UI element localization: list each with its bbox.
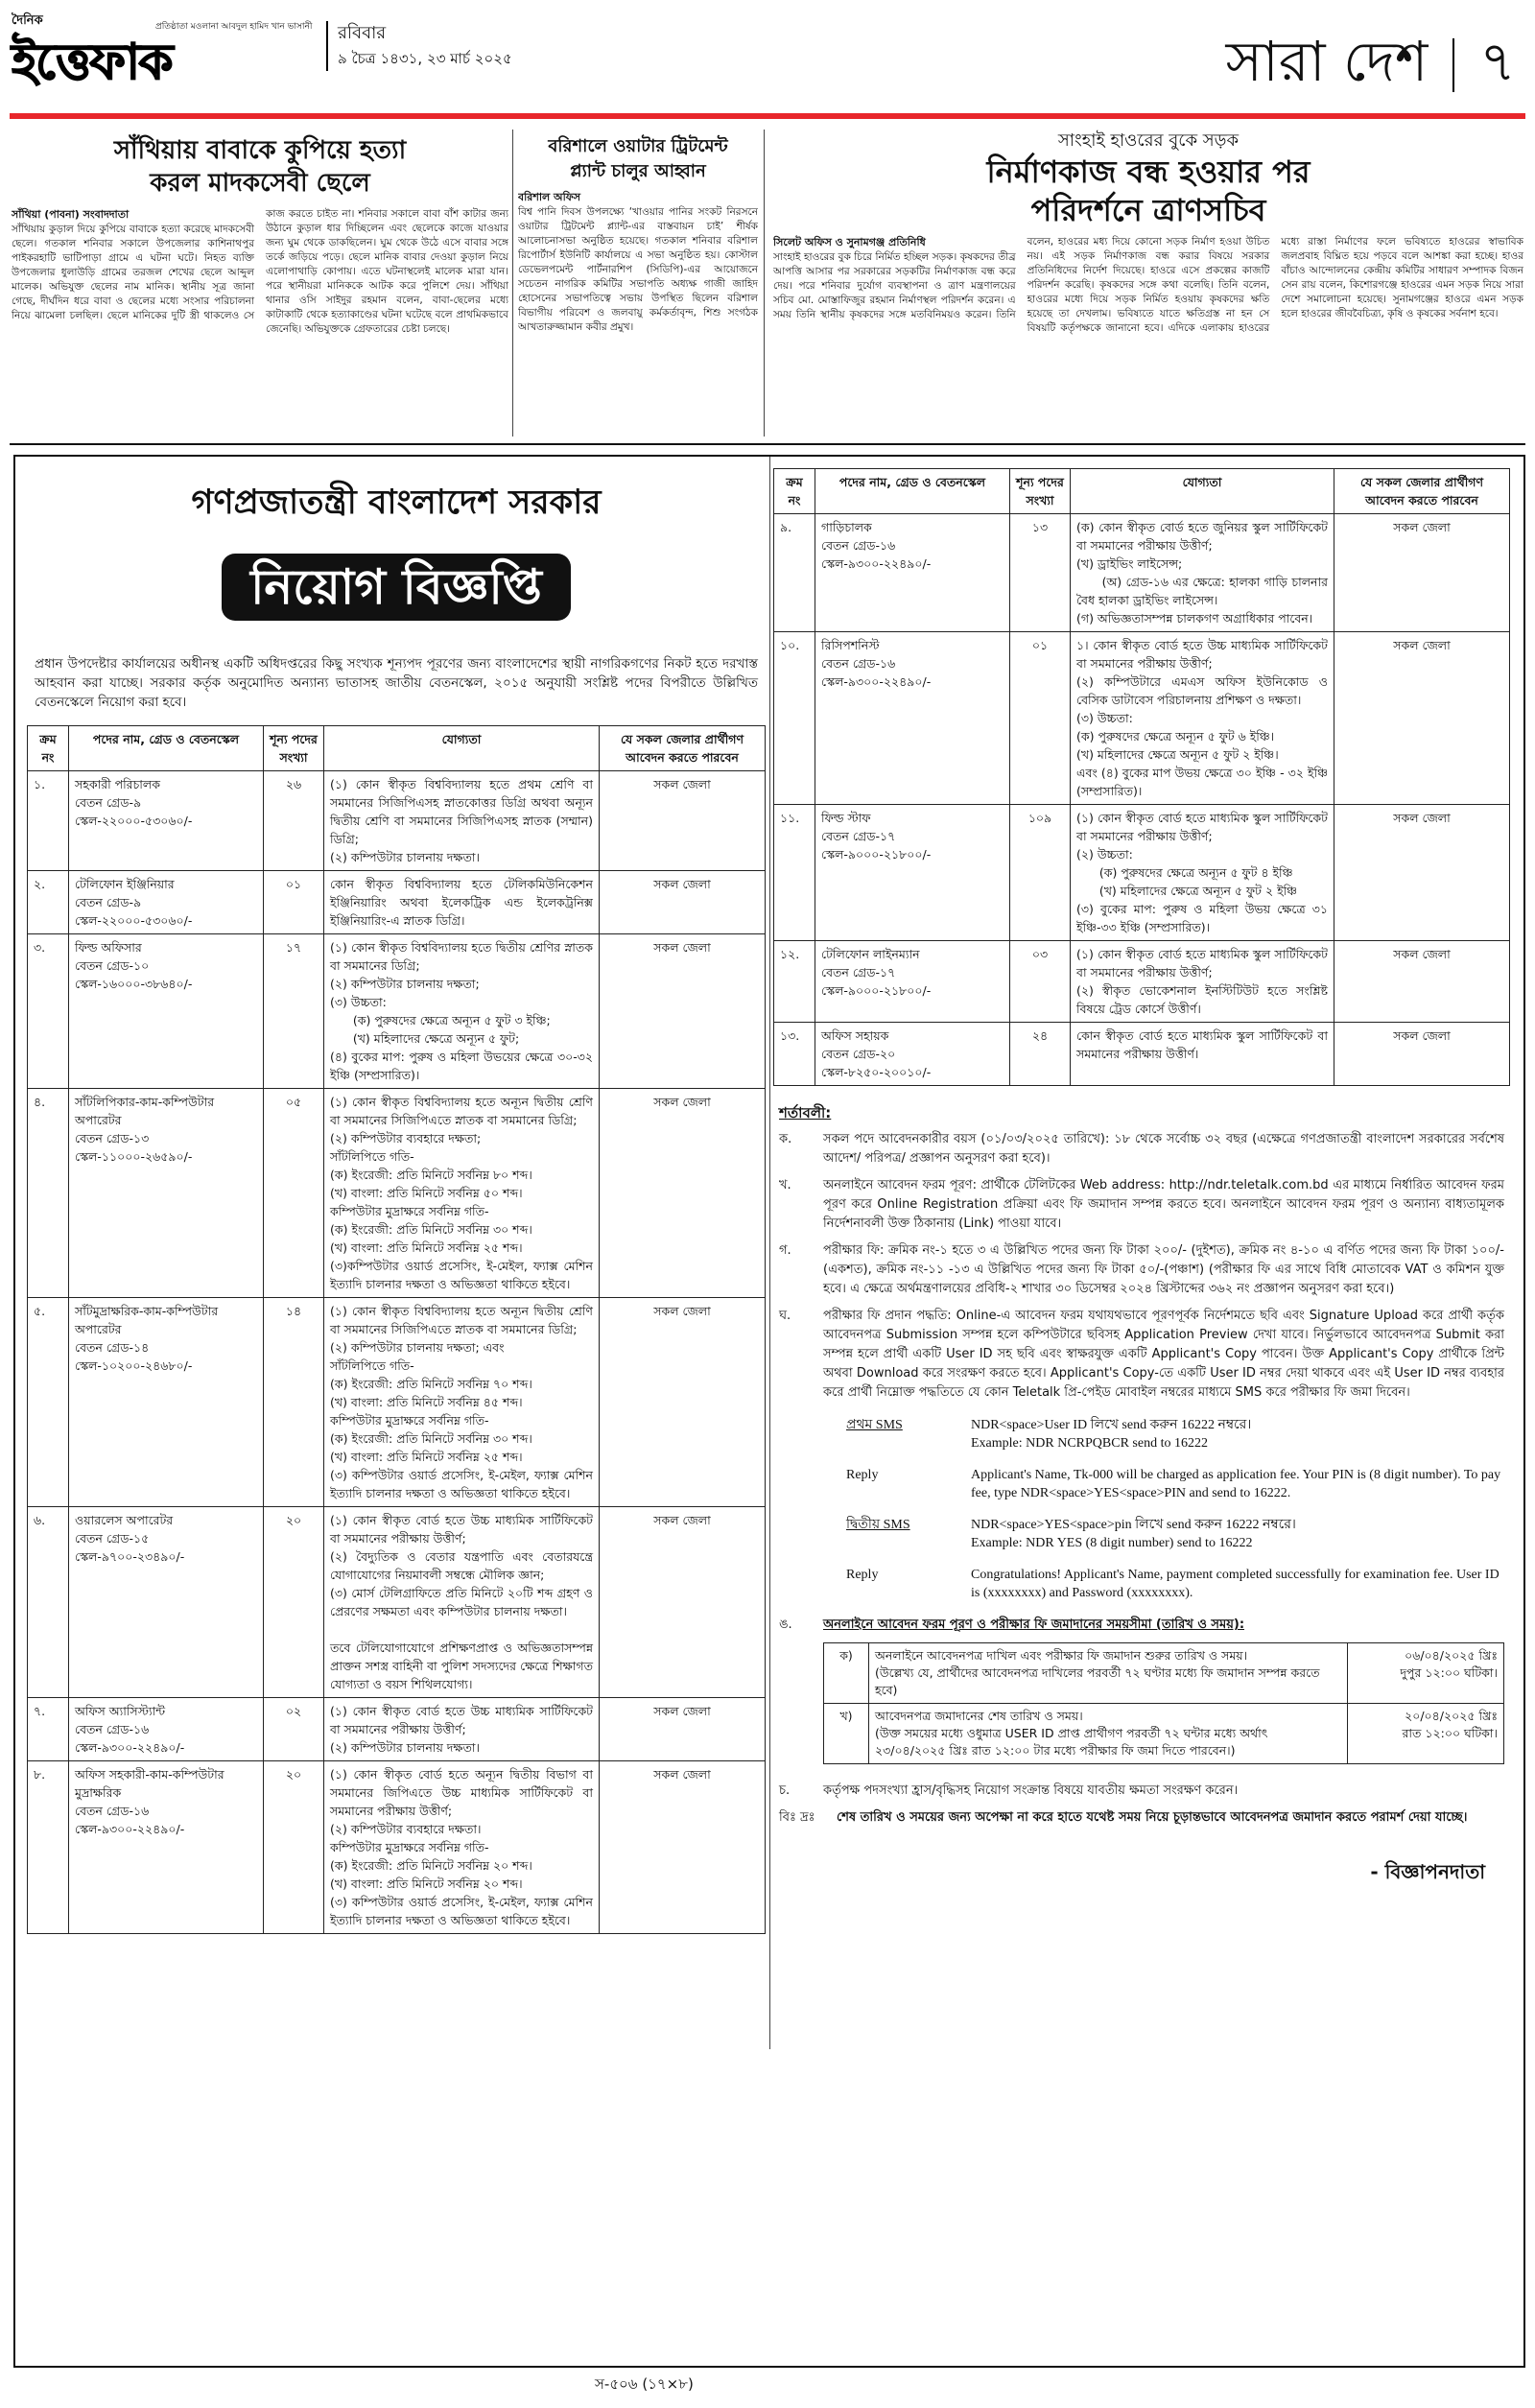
post-grade: বেতন গ্রেড-৯ bbox=[75, 895, 142, 909]
post-serial: ৯. bbox=[774, 514, 815, 632]
post-scale: স্কেল-১০২০০-২৪৬৮০/- bbox=[75, 1358, 193, 1373]
post-name: অফিস সহকারী-কাম-কম্পিউটার মুদ্রাক্ষরিক bbox=[75, 1767, 224, 1800]
post-districts: সকল জেলা bbox=[600, 1298, 766, 1507]
post-qualification: (১) কোন স্বীকৃত বোর্ড হতে মাধ্যমিক স্কুল সার্টিফিকেট বা সমমানের পরীক্ষায় উত্তীর্ণ; (২) উচ্চতা: (ক) পুরুষদের ক্ষেত্রে অন্যূন ৫ ফুট ৪ ইঞ্চি (খ) মহিলাদের ক্ষেত্রে অন্যূন ৫ ফুট ২ ইঞ্চি (৩) বুকের মাপ: পুরুষ ও মহিলা উভয় ক্ষেত্রে ৩১ ইঞ্চি-৩৩ ইঞ্চি (সম্প্রসারিত)। bbox=[1071, 805, 1334, 941]
post-name-cell bbox=[815, 1023, 1010, 1086]
post-scale: স্কেল-১৬০০০-৩৮৬৪০/- bbox=[75, 977, 193, 991]
post-name-cell bbox=[69, 771, 264, 871]
masthead bbox=[0, 0, 1535, 115]
post-scale: স্কেল-২২০০০-৫৩০৬০/- bbox=[75, 913, 193, 928]
deadline-key: খ) bbox=[824, 1704, 869, 1764]
condition-key: খ. bbox=[779, 1178, 791, 1192]
post-vacancies: ১০৯ bbox=[1010, 805, 1071, 941]
condition-item bbox=[779, 1176, 1504, 1234]
post-grade: বেতন গ্রেড-২০ bbox=[821, 1047, 896, 1061]
table-row bbox=[28, 1698, 766, 1761]
story-2-headline-line1: বরিশালে ওয়াটার ট্রিটমেন্ট bbox=[548, 136, 728, 156]
post-name: গাড়িচালক bbox=[821, 520, 872, 534]
condition-text: অনলাইনে আবেদন ফরম পূরণ: প্রার্থীকে টেলিটকের Web address: http://ndr.teletalk.com.bd এর মাধ্যমে নির্ধারিত আবেদন ফরম পূরণ করে Online Registration প্রক্রিয়া এবং ফি জমাদান সম্পন্ন করতে হবে। অনলাইনে আবেদন ফরম পূরণ ও অন্যান্য বাধ্যতামূলক নির্দেশনাবলী উক্ত ঠিকানায় (Link) পাওয়া যাবে। bbox=[823, 1178, 1504, 1231]
post-name: টেলিফোন লাইনম্যান bbox=[821, 947, 920, 961]
post-vacancies: ০২ bbox=[264, 1698, 324, 1761]
post-name: রিসিপশনিস্ট bbox=[821, 638, 880, 652]
post-districts: সকল জেলা bbox=[600, 871, 766, 934]
col-districts: যে সকল জেলার প্রার্থীগণ আবেদন করতে পারবেন bbox=[1334, 469, 1510, 514]
post-districts: সকল জেলা bbox=[1334, 941, 1510, 1023]
post-scale: স্কেল-৯৩০০-২২৪৯০/- bbox=[821, 674, 932, 689]
post-vacancies: ০৫ bbox=[264, 1089, 324, 1298]
post-grade: বেতন গ্রেড-৯ bbox=[75, 795, 142, 810]
post-scale: স্কেল-১১০০০-২৬৫৯০/- bbox=[75, 1149, 193, 1164]
post-serial: ১২. bbox=[774, 941, 815, 1023]
sms-label: প্রথম SMS bbox=[846, 1418, 903, 1432]
story-2-headline-line2: প্ল্যান্ট চালুর আহ্বান bbox=[570, 161, 706, 181]
post-name: ফিল্ড স্টাফ bbox=[821, 811, 871, 825]
condition-text: পরীক্ষার ফি প্রদান পদ্ধতি: Online-এ আবেদন ফরম যথাযথভাবে পূরণপূর্বক নির্দেশমতে ছবি এবং Signature Upload করে প্রার্থী কর্তৃক আবেদনপত্র Submission সম্পন্ন হলে কম্পিউটারে ছবিসহ Application Preview দেখা যাবে। নির্ভুলভাবে আবেদনপত্র Submit করা সম্পন্ন হলে প্রার্থী একটি User ID সহ ছবি এবং স্বাক্ষরযুক্ত একটি Applicant's Copy পাবেন। উক্ত Applicant's Copy প্রার্থীকে প্রিন্ট অথবা Download করে সংরক্ষণ করতে হবে। Applicant's Copy-তে একটি User ID নম্বর দেয়া থাকবে এবং এই User ID নম্বর ব্যবহার করে প্রার্থী নিম্নোক্ত পদ্ধতিতে যে কোন Teletalk প্রি-পেইড মোবাইল নম্বরের মাধ্যমে SMS করে পরীক্ষার ফি জমা দিবেন। bbox=[823, 1309, 1504, 1400]
post-districts: সকল জেলা bbox=[600, 1761, 766, 1934]
story-3-body bbox=[773, 235, 1523, 427]
post-scale: স্কেল-৯৩০০-২২৪৯০/- bbox=[75, 1822, 185, 1836]
post-qualification: (১) কোন স্বীকৃত বিশ্ববিদ্যালয় হতে অন্যূন দ্বিতীয় শ্রেণি বা সমমানের সিজিপিএতে স্নাতক বা সমমানের ডিগ্রি; (২) কম্পিউটার ব্যবহারে দক্ষতা; সাঁটলিপিতে গতি- (ক) ইংরেজী: প্রতি মিনিটে সর্বনিম্ন ৮০ শব্দ। (খ) বাংলা: প্রতি মিনিটে সর্বনিম্ন ৫০ শব্দ। কম্পিউটার মুদ্রাক্ষরে সর্বনিম্ন গতি- (ক) ইংরেজী: প্রতি মিনিটে সর্বনিম্ন ৩০ শব্দ। (খ) বাংলা: প্রতি মিনিটে সর্বনিম্ন ২৫ শব্দ। (৩)কম্পিউটার ওয়ার্ড প্রসেসিং, ই-মেইল, ফ্যাক্স মেশিন ইত্যাদি চালনার দক্ষতা ও অভিজ্ঞতা থাকিতে হইবে। bbox=[324, 1089, 600, 1298]
logo-tagline: প্রতিষ্ঠাতা মওলানা আবদুল হামিদ খান ভাসানী bbox=[155, 22, 313, 32]
post-vacancies: ১৭ bbox=[264, 934, 324, 1089]
story-3-dateline: সিলেট অফিস ও সুনামগঞ্জ প্রতিনিধি bbox=[773, 236, 926, 248]
story-1-dateline: সাঁথিয়া (পাবনা) সংবাদদাতা bbox=[12, 208, 130, 221]
post-qualification: (১) কোন স্বীকৃত বোর্ড হতে অন্যূন দ্বিতীয় বিভাগ বা সমমানের জিপিএতে উচ্চ মাধ্যমিক সার্টিফিকেট বা সমমানের পরীক্ষায় উত্তীর্ণ; (২) কম্পিউটার ব্যবহারে দক্ষতা। কম্পিউটার মুদ্রাক্ষরে সর্বনিম্ন গতি- (ক) ইংরেজী: প্রতি মিনিটে সর্বনিম্ন ২০ শব্দ। (খ) বাংলা: প্রতি মিনিটে সর্বনিম্ন ২০ শব্দ। (৩) কম্পিউটার ওয়ার্ড প্রসেসিং, ই-মেইল, ফ্যাক্স মেশিন ইত্যাদি চালনার দক্ষতা ও অভিজ্ঞতা থাকিতে হইবে। bbox=[324, 1761, 600, 1934]
col-districts: যে সকল জেলার প্রার্থীগণ আবেদন করতে পারবেন bbox=[600, 726, 766, 771]
col-post-name: পদের নাম, গ্রেড ও বেতনস্কেল bbox=[815, 469, 1010, 514]
logo-small-text: দৈনিক bbox=[12, 13, 43, 28]
post-serial: ১১. bbox=[774, 805, 815, 941]
deadline-key: ঙ. bbox=[779, 1617, 792, 1632]
newspaper-logo bbox=[12, 13, 319, 91]
page-number: ৭ bbox=[1479, 29, 1516, 94]
col-post-name: পদের নাম, গ্রেড ও বেতনস্কেল bbox=[69, 726, 264, 771]
post-name: সাঁটলিপিকার-কাম-কম্পিউটার অপারেটর bbox=[75, 1095, 215, 1127]
post-serial: ৭. bbox=[28, 1698, 69, 1761]
section-name: সারা দেশ bbox=[1225, 29, 1429, 94]
conditions-section bbox=[773, 1103, 1510, 1881]
table-header-row bbox=[28, 726, 766, 771]
story-1-headline-line1: সাঁথিয়ায় বাবাকে কুপিয়ে হত্যা bbox=[113, 136, 407, 165]
post-districts: সকল জেলা bbox=[600, 1507, 766, 1698]
deadline-table-body bbox=[824, 1643, 1504, 1764]
table-row bbox=[28, 1507, 766, 1698]
post-grade: বেতন গ্রেড-১৭ bbox=[821, 829, 896, 843]
post-scale: স্কেল-৯৩০০-২২৪৯০/- bbox=[75, 1740, 185, 1755]
sms-text: Applicant's Name, Tk-000 will be charged as application fee. Your PIN is (8 digit number). To pay fee, type NDR<space>YES<space>PIN and send to 16222. bbox=[971, 1468, 1504, 1500]
post-vacancies: ০৩ bbox=[1010, 941, 1071, 1023]
ad-reference: স-৫০৬ (১৭×৮) bbox=[595, 2375, 694, 2393]
post-serial: ৫. bbox=[28, 1298, 69, 1507]
deadline-key: ক) bbox=[824, 1643, 869, 1704]
table-row bbox=[28, 871, 766, 934]
post-qualification: (১) কোন স্বীকৃত বোর্ড হতে মাধ্যমিক স্কুল সার্টিফিকেট বা সমমানের পরীক্ষায় উত্তীর্ণ; (২) স্বীকৃত ভোকেশনাল ইনস্টিটিউট হতে সংশ্লিষ্ট বিষয়ে ট্রেড কোর্সে উত্তীর্ণ। bbox=[1071, 941, 1334, 1023]
post-grade: বেতন গ্রেড-১৬ bbox=[821, 538, 896, 553]
post-scale: স্কেল-৯৭০০-২৩৪৯০/- bbox=[75, 1549, 185, 1564]
logo-name: ইত্তেফাক bbox=[12, 34, 172, 91]
deadline-when: ২০/০৪/২০২৫ খ্রিঃ রাত ১২:০০ ঘটিকা। bbox=[1348, 1704, 1504, 1764]
post-name: অফিস সহায়ক bbox=[821, 1028, 889, 1043]
table-row bbox=[774, 632, 1510, 805]
red-rule bbox=[10, 113, 1525, 119]
post-districts: সকল জেলা bbox=[600, 1089, 766, 1298]
post-qualification: ১। কোন স্বীকৃত বোর্ড হতে উচ্চ মাধ্যমিক সার্টিফিকেট বা সমমানের পরীক্ষায় উত্তীর্ণ; (২) কম্পিউটারে এমএস অফিস ইউনিকোড ও বেসিক ডাটাবেস পরিচালনায় প্রশিক্ষণ ও দক্ষতা। (৩) উচ্চতা: (ক) পুরুষদের ক্ষেত্রে অন্যূন ৫ ফুট ৬ ইঞ্চি। (খ) মহিলাদের ক্ষেত্রে অন্যূন ৫ ফুট ২ ইঞ্চি। এবং (৪) বুকের মাপ উভয় ক্ষেত্রে ৩০ ইঞ্চি - ৩২ ইঞ্চি (সম্প্রসারিত)। bbox=[1071, 632, 1334, 805]
post-vacancies: ০১ bbox=[1010, 632, 1071, 805]
table-row bbox=[28, 1298, 766, 1507]
deadline-row bbox=[824, 1704, 1504, 1764]
post-grade: বেতন গ্রেড-১৩ bbox=[75, 1131, 150, 1145]
news-story-2 bbox=[518, 134, 758, 437]
post-name-cell bbox=[69, 1761, 264, 1934]
table-row bbox=[774, 514, 1510, 632]
ad-column-rule bbox=[769, 457, 770, 2049]
sms-item bbox=[779, 1416, 1504, 1452]
post-vacancies: ০১ bbox=[264, 871, 324, 934]
col-vacancies: শূন্য পদের সংখ্যা bbox=[1010, 469, 1071, 514]
post-districts: সকল জেলা bbox=[1334, 1023, 1510, 1086]
post-vacancies: ১৩ bbox=[1010, 514, 1071, 632]
ad-right-column bbox=[773, 468, 1510, 1881]
post-name-cell bbox=[69, 871, 264, 934]
deadline-title: অনলাইনে আবেদন ফরম পূরণ ও পরীক্ষার ফি জমাদানের সময়সীমা (তারিখ ও সময়): bbox=[823, 1617, 1245, 1632]
section-title bbox=[1226, 19, 1516, 112]
story-2-body bbox=[518, 190, 758, 420]
post-scale: স্কেল-৮২৫০-২০০১০/- bbox=[821, 1065, 932, 1079]
post-name: টেলিফোন ইঞ্জিনিয়ার bbox=[75, 877, 175, 891]
post-qualification: (১) কোন স্বীকৃত বোর্ড হতে উচ্চ মাধ্যমিক সার্টিফিকেট বা সমমানের পরীক্ষায় উত্তীর্ণ; (২) কম্পিউটার চালনায় দক্ষতা। bbox=[324, 1698, 600, 1761]
post-name: অফিস অ্যাসিস্ট্যান্ট bbox=[75, 1704, 166, 1718]
post-serial: ৮. bbox=[28, 1761, 69, 1934]
condition-text: সকল পদে আবেদনকারীর বয়স (০১/০৩/২০২৫ তারিখে): ১৮ থেকে সর্বোচ্চ ৩২ বছর (এক্ষেত্রে গণপ্রজাতন্ত্রী বাংলাদেশ সরকারের সর্বশেষ আদেশ/ পরিপত্র/ প্রজ্ঞাপন অনুসরণ করা হবে)। bbox=[823, 1132, 1504, 1166]
condition-item bbox=[779, 1307, 1504, 1403]
story-3-text: সাংহাই হাওরের বুক চিরে নির্মিত হচ্ছিল সড়ক। কৃষকদের তীব্র আপত্তি আসার পর সরকারের সড়কটির নির্মাণকাজ বন্ধ করে দেয়। পরে শনিবার দুর্যোগ ব্যবস্থাপনা ও ত্রাণ মন্ত্রণালয়ের সচিব মো. মোস্তাফিজুর রহমান নির্মাণস্থল পরিদর্শন করেন। এ সময় তিনি স্থানীয় কৃষকদের সঙ্গে মতবিনিময়ও করেন। তিনি বলেন, হাওরের মধ্য দিয়ে কোনো সড়ক নির্মাণ হওয়া উচিত নয়। এই সড়ক নির্মাণকাজ বন্ধ করার বিষয়ে সরকার প্রতিনিধিদের নির্দেশ দিয়েছে। হাওরে এসে প্রকল্পের কাজটি পরিদর্শন করেছি। কৃষকদের সঙ্গে কথা বলেছি। তিনি বলেন, হাওরের মধ্যে দিয়ে সড়ক নির্মিত হওয়ায় কৃষকদের ক্ষতি হয়েছে তা দেখলাম। ভবিষ্যতে যাতে ক্ষতিগ্রস্ত না হন সে বিষয়টি কর্তৃপক্ষকে জানানো হবে। এদিকে এলাকায় হাওরের মধ্যে রাস্তা নির্মাণের ফলে ভবিষ্যতে হাওরের স্বাভাবিক জলপ্রবাহ বিঘ্নিত হয়ে পড়বে বলে আশঙ্কা করা হচ্ছে। হাওর বাঁচাও আন্দোলনের কেন্দ্রীয় কমিটির সাধারণ সম্পাদক বিজন সেন রায় বলেন, কিশোরগঞ্জে হাওরের এমন সড়ক নিয়ে সারা দেশে সমালোচনা হয়েছে। সুনামগঞ্জের হাওরে এমন সড়ক হলে হাওরের জীববৈচিত্র্য, কৃষি ও কৃষকের সর্বনাশ হবে। bbox=[773, 236, 1523, 334]
news-story-3 bbox=[773, 130, 1523, 437]
post-serial: ১. bbox=[28, 771, 69, 871]
condition-key: ক. bbox=[779, 1132, 792, 1146]
posts-table-left bbox=[27, 725, 766, 1934]
posts-table-right bbox=[773, 468, 1510, 1086]
table-row bbox=[774, 805, 1510, 941]
condition-cha-key: চ. bbox=[779, 1783, 791, 1798]
column-rule bbox=[512, 130, 513, 437]
condition-key: গ. bbox=[779, 1243, 791, 1258]
post-scale: স্কেল-৯০০০-২১৮০০/- bbox=[821, 847, 932, 862]
deadline-table bbox=[823, 1642, 1504, 1764]
post-serial: ৪. bbox=[28, 1089, 69, 1298]
post-districts: সকল জেলা bbox=[1334, 632, 1510, 805]
post-qualification: (১) কোন স্বীকৃত বিশ্ববিদ্যালয় হতে দ্বিতীয় শ্রেণির স্নাতক বা সমমানের ডিগ্রি; (২) কম্পিউটার চালনায় দক্ষতা; (৩) উচ্চতা: (ক) পুরুষদের ক্ষেত্রে অন্যূন ৫ ফুট ৩ ইঞ্চি; (খ) মহিলাদের ক্ষেত্রে অন্যূন ৫ ফুট; (৪) বুকের মাপ: পুরুষ ও মহিলা উভয়ের ক্ষেত্রে ৩০-৩২ ইঞ্চি (সম্প্রসারিত)। bbox=[324, 934, 600, 1089]
post-name: ওয়ারলেস অপারেটর bbox=[75, 1513, 174, 1527]
story-1-body bbox=[12, 207, 508, 428]
post-grade: বেতন গ্রেড-১৫ bbox=[75, 1531, 150, 1546]
post-scale: স্কেল-৯০০০-২১৮০০/- bbox=[821, 983, 932, 998]
section-divider-line bbox=[10, 443, 1525, 445]
post-scale: স্কেল-৯৩০০-২২৪৯০/- bbox=[821, 556, 932, 571]
deadline-text: আবেদনপত্র জমাদানের শেষ তারিখ ও সময়। (উক্ত সময়ের মধ্যে ওধুমাত্র USER ID প্রাপ্ত প্রার্থীগণ পরবর্তী ৭২ ঘন্টার মধ্যে অর্থাৎ ২৩/০৪/২০২৫ খ্রিঃ রাত ১২:০০ টার মধ্যে পরীক্ষার ফি জমা দিতে পারবেন।) bbox=[869, 1704, 1348, 1764]
sms-text: NDR<space>User ID লিখে send করুন 16222 নম্বরে। Example: NDR NCRPQBCR send to 16222 bbox=[971, 1418, 1252, 1451]
table-row bbox=[774, 1023, 1510, 1086]
table-row bbox=[28, 934, 766, 1089]
post-grade: বেতন গ্রেড-১৬ bbox=[75, 1804, 150, 1818]
post-vacancies: ২০ bbox=[264, 1761, 324, 1934]
post-name: সহকারী পরিচালক bbox=[75, 777, 160, 791]
post-grade: বেতন গ্রেড-১৬ bbox=[75, 1722, 150, 1736]
post-name-cell bbox=[69, 1298, 264, 1507]
post-serial: ২. bbox=[28, 871, 69, 934]
notice-intro: প্রধান উপদেষ্টার কার্যালয়ের অধীনস্থ একটি অধিদপ্তরের কিছু সংখ্যক শূন্যপদ পূরণের জন্য বাংলাদেশের স্থায়ী নাগরিকগণের নিকট হতে দরখাস্ত আহবান করা যাচ্ছে। সরকার কর্তৃক অনুমোদিত অন্যান্য ভাতাসহ জাতীয় বেতনস্কেল, ২০১৫ অনুযায়ী সংশ্লিষ্ট পদের বিপরীতে উল্লিখিত বেতনস্কেলে নিয়োগ করা হবে। bbox=[35, 656, 758, 710]
table-row bbox=[28, 1089, 766, 1298]
table-header-row bbox=[774, 469, 1510, 514]
col-serial: ক্রম নং bbox=[774, 469, 815, 514]
post-name: সাঁটমুদ্রাক্ষরিক-কাম-কম্পিউটার অপারেটর bbox=[75, 1304, 219, 1336]
post-name-cell bbox=[815, 632, 1010, 805]
post-name-cell bbox=[69, 934, 264, 1089]
post-scale: স্কেল-২২০০০-৫৩০৬০/- bbox=[75, 814, 193, 828]
post-districts: সকল জেলা bbox=[1334, 805, 1510, 941]
story-1-text: সাঁথিয়ায় কুড়াল দিয়ে কুপিয়ে বাবাকে হত্যা করেছে মাদকসেবী ছেলে। গতকাল শনিবার সকালে উপজেলার কাশিনাথপুর পাইকরহাটি ভাটিপাড়া গ্রামে এ ঘটনা ঘটে। নিহত ব্যক্তি উপজেলার ধুলাউড়ি গ্রামের তরজল শেখের ছেলে আব্দুল মালেক। অভিযুক্ত ছেলের নাম মানিক। স্থানীয় সূত্র জানা গেছে, দীর্ঘদিন ধরে বাবা ও ছেলের মধ্যে সংসার পরিচালনা নিয়ে ঝামেলা চলছিল। ছেলে মানিকের দুটি স্ত্রী থাকলেও সে কাজ করতে চাইত না। শনিবার সকালে বাবা বাঁশ কাটার জন্য উঠানে কুড়াল ধার দিচ্ছিলেন এবং ছেলেকে কাজে যাওয়ার জন্য ঘুম থেকে ডাকছিলেন। ঘুম থেকে উঠে এসে বাবার সঙ্গে তর্কে জড়িয়ে পড়ে। ছেলে মানিক বাবার দেওয়া কুড়াল নিয়ে এলোপাথাড়ি কোপায়। এতে ঘটনাস্থলেই মালেক মারা যান। পরে স্থানীয়রা মানিককে আটক করে পুলিশে দেয়। সাঁথিয়া থানার ওসি সাইদুর রহমান বলেন, বাবা-ছেলের মধ্যে কাটাকাটি থেকে হত্যাকাণ্ডের ঘটনা ঘটেছে বলে প্রাথমিকভাবে জেনেছি। অভিযুক্তকে গ্রেফতারের চেষ্টা চলছে। bbox=[12, 208, 508, 335]
post-vacancies: ২৬ bbox=[264, 771, 324, 871]
table-row bbox=[28, 771, 766, 871]
condition-item bbox=[779, 1130, 1504, 1169]
government-title: গণপ্রজাতন্ত্রী বাংলাদেশ সরকার bbox=[191, 484, 602, 522]
post-name-cell bbox=[69, 1089, 264, 1298]
deadline-text: অনলাইনে আবেদনপত্র দাখিল এবং পরীক্ষার ফি জমাদান শুরুর তারিখ ও সময়। (উল্লেখ্য যে, প্রার্থীদের আবেদনপত্র দাখিলের পরবর্তী ৭২ ঘণ্টার মধ্যে ফি জমাদান সম্পন্ন করতে হবে) bbox=[869, 1643, 1348, 1704]
col-qualification: যোগ্যতা bbox=[1071, 469, 1334, 514]
condition-cha bbox=[779, 1782, 1504, 1801]
conditions-title: শর্তাবলী: bbox=[779, 1104, 832, 1121]
section-divider bbox=[1452, 38, 1454, 92]
post-serial: ৬. bbox=[28, 1507, 69, 1698]
sms-item bbox=[779, 1566, 1504, 1602]
story-2-dateline: বরিশাল অফিস bbox=[518, 191, 581, 203]
posts-table-left-body bbox=[28, 771, 766, 1934]
post-serial: ১৩. bbox=[774, 1023, 815, 1086]
post-serial: ৩. bbox=[28, 934, 69, 1089]
post-districts: সকল জেলা bbox=[1334, 514, 1510, 632]
table-row bbox=[28, 1761, 766, 1934]
col-serial: ক্রম নং bbox=[28, 726, 69, 771]
sms-item bbox=[779, 1466, 1504, 1502]
post-qualification: (১) কোন স্বীকৃত বিশ্ববিদ্যালয় হতে প্রথম শ্রেণি বা সমমানের সিজিপিএসহ স্নাতকোত্তর ডিগ্রি অথবা অন্যূন দ্বিতীয় শ্রেণি বা সমমানের সিজিপিএসহ স্নাতক (সম্মান) ডিগ্রি; (২) কম্পিউটার চালনায় দক্ষতা। bbox=[324, 771, 600, 871]
post-name: ফিল্ড অফিসার bbox=[75, 940, 142, 955]
condition-cha-text: কর্তৃপক্ষ পদসংখ্যা হ্রাস/বৃদ্ধিসহ নিয়োগ সংক্রান্ত বিষয়ে যাবতীয় ক্ষমতা সংরক্ষণ করেন। bbox=[823, 1783, 1239, 1798]
post-name-cell bbox=[69, 1507, 264, 1698]
post-name-cell bbox=[815, 514, 1010, 632]
post-qualification: (১) কোন স্বীকৃত বিশ্ববিদ্যালয় হতে অন্যূন দ্বিতীয় শ্রেণি বা সমমানের সিজিপিএতে স্নাতক বা সমমানের ডিগ্রি; (২) কম্পিউটার চালনায় দক্ষতা; এবং সাঁটলিপিতে গতি- (ক) ইংরেজী: প্রতি মিনিটে সর্বনিম্ন ৭০ শব্দ। (খ) বাংলা: প্রতি মিনিটে সর্বনিম্ন ৪৫ শব্দ। কম্পিউটার মুদ্রাক্ষরে সর্বনিম্ন গতি- (ক) ইংরেজী: প্রতি মিনিটে সর্বনিম্ন ৩০ শব্দ। (খ) বাংলা: প্রতি মিনিটে সর্বনিম্ন ২৫ শব্দ। (৩) কম্পিউটার ওয়ার্ড প্রসেসিং, ই-মেইল, ফ্যাক্স মেশিন ইত্যাদি চালনার দক্ষতা ও অভিজ্ঞতা থাকিতে হইবে। bbox=[324, 1298, 600, 1507]
advertiser: - বিজ্ঞাপনদাতা bbox=[1370, 1860, 1485, 1883]
sms-instructions bbox=[779, 1416, 1504, 1602]
condition-key: ঘ. bbox=[779, 1309, 791, 1323]
date-box bbox=[326, 21, 512, 71]
sms-label: দ্বিতীয় SMS bbox=[846, 1518, 910, 1532]
story-1-headline-line2: করল মাদকসেবী ছেলে bbox=[150, 169, 370, 198]
sms-text: Congratulations! Applicant's Name, payment completed successfully for examination fee. User ID is (xxxxxxxx) and Password (xxxxxxxx). bbox=[971, 1568, 1503, 1600]
post-name-cell bbox=[69, 1698, 264, 1761]
post-districts: সকল জেলা bbox=[600, 1698, 766, 1761]
story-3-headline-line2: পরিদর্শনে ত্রাণসচিব bbox=[1030, 192, 1266, 228]
conditions-list bbox=[779, 1130, 1504, 1403]
col-vacancies: শূন্য পদের সংখ্যা bbox=[264, 726, 324, 771]
post-serial: ১০. bbox=[774, 632, 815, 805]
post-qualification: (ক) কোন স্বীকৃত বোর্ড হতে জুনিয়র স্কুল সার্টিফিকেট বা সমমানের পরীক্ষায় উত্তীর্ণ; (খ) ড্রাইভিং লাইসেন্স; (অ) গ্রেড-১৬ এর ক্ষেত্রে: হালকা গাড়ি চালনার বৈধ হালকা ড্রাইভিং লাইসেন্স। (গ) অভিজ্ঞতাসম্পন্ন চালকগণ অগ্রাধিকার পাবেন। bbox=[1071, 514, 1334, 632]
post-grade: বেতন গ্রেড-১৭ bbox=[821, 965, 896, 980]
sms-item bbox=[779, 1516, 1504, 1552]
weekday: রবিবার bbox=[338, 23, 387, 43]
post-qualification: কোন স্বীকৃত বিশ্ববিদ্যালয় হতে টেলিকমিউনিকেশন ইঞ্জিনিয়ারিং অথবা ইলেকট্রিক এন্ড ইলেকট্রনিক্স ইঞ্জিনিয়ারিং-এ স্নাতক ডিগ্রি। bbox=[324, 871, 600, 934]
post-name-cell bbox=[815, 941, 1010, 1023]
condition-item bbox=[779, 1241, 1504, 1299]
news-story-1 bbox=[12, 134, 508, 437]
ad-left-column bbox=[27, 468, 766, 1934]
col-qualification: যোগ্যতা bbox=[324, 726, 600, 771]
post-grade: বেতন গ্রেড-১০ bbox=[75, 958, 150, 973]
post-districts: সকল জেলা bbox=[600, 771, 766, 871]
post-grade: বেতন গ্রেড-১৬ bbox=[821, 656, 896, 671]
post-districts: সকল জেলা bbox=[600, 934, 766, 1089]
note bbox=[779, 1808, 1504, 1828]
issue-date: ৯ চৈত্র ১৪৩১, ২৩ মার্চ ২০২৫ bbox=[338, 50, 512, 67]
sms-text: NDR<space>YES<space>pin লিখে send করুন 16222 নম্বরে। Example: NDR YES (8 digit number) send to 16222 bbox=[971, 1518, 1296, 1550]
sms-label: Reply bbox=[846, 1568, 879, 1582]
post-vacancies: ২৪ bbox=[1010, 1023, 1071, 1086]
table-row bbox=[774, 941, 1510, 1023]
story-3-headline-line1: নির্মাণকাজ বন্ধ হওয়ার পর bbox=[986, 153, 1311, 190]
post-qualification: (১) কোন স্বীকৃত বোর্ড হতে উচ্চ মাধ্যমিক সার্টিফিকেট বা সমমানের পরীক্ষায় উত্তীর্ণ; (২) বৈদ্যুতিক ও বেতার যন্ত্রপাতি এবং বেতারযন্ত্রে যোগাযোগের নিয়মাবলী সম্বন্ধে মৌলিক জ্ঞান; (৩) মোর্স টেলিগ্রাফিতে প্রতি মিনিটে ২০টি শব্দ গ্রহণ ও প্রেরণের সক্ষমতা এবং কম্পিউটার চালনায় দক্ষতা। তবে টেলিযোগাযোগে প্রশিক্ষণপ্রাপ্ত ও অভিজ্ঞতাসম্পন্ন প্রাক্তন সশস্ত্র বাহিনী বা পুলিশ সদস্যদের ক্ষেত্রে শিক্ষাগত যোগ্যতা ও বয়স শিথিলযোগ্য। bbox=[324, 1507, 600, 1698]
story-2-text: বিশ্ব পানি দিবস উপলক্ষ্যে ‘খাওয়ার পানির সংকট নিরসনে ওয়াটার ট্রিটমেন্ট প্ল্যান্ট-এর বাস্তবায়ন চাই’ শীর্ষক আলোচনাসভা অনুষ্ঠিত হয়েছে। গতকাল শনিবার বরিশাল রিপোর্টার্স ইউনিটি কার্যালয়ে এ সভা অনুষ্ঠিত হয়। কোস্টাল ডেভেলপমেন্ট পার্টনারশিপ (সিডিপি)-এর আয়োজনে সচেতন নাগরিক কমিটির সভাপতি অধ্যক্ষ গাজী জাহিদ হোসেনের সভাপতিত্বে সভায় উপস্থিত ছিলেন বরিশাল বিভাগীয় পরিবেশ ও জলবায়ু কর্মকর্তাবৃন্দ, শিশু সংগঠক আখতারুজ্জামান কবীর প্রমুখ। bbox=[518, 206, 758, 333]
note-key: বিঃ দ্রঃ bbox=[779, 1810, 815, 1825]
deadline-when: ০৬/০৪/২০২৫ খ্রিঃ দুপুর ১২:০০ ঘটিকা। bbox=[1348, 1643, 1504, 1704]
posts-table-right-body bbox=[774, 514, 1510, 1086]
post-name-cell bbox=[815, 805, 1010, 941]
post-vacancies: ২০ bbox=[264, 1507, 324, 1698]
post-vacancies: ১৪ bbox=[264, 1298, 324, 1507]
story-3-kicker: সাংহাই হাওরের বুকে সড়ক bbox=[1057, 130, 1240, 151]
deadline-heading bbox=[779, 1616, 1504, 1635]
sms-label: Reply bbox=[846, 1468, 879, 1482]
post-grade: বেতন গ্রেড-১৪ bbox=[75, 1340, 150, 1355]
column-rule bbox=[764, 130, 765, 437]
post-qualification: কোন স্বীকৃত বোর্ড হতে মাধ্যমিক স্কুল সার্টিফিকেট বা সমমানের পরীক্ষায় উত্তীর্ণ। bbox=[1071, 1023, 1334, 1086]
condition-text: পরীক্ষার ফি: ক্রমিক নং-১ হতে ৩ এ উল্লিখিত পদের জন্য ফি টাকা ২০০/- (দুইশত), ক্রমিক নং ৪-১০ এ বর্ণিত পদের জন্য ফি টাকা ১০০/- (একশত), ক্রমিক নং-১১ -১৩ এ উল্লিখিত পদের জন্য ফি টাকা ৫০/-(পঞ্চাশ) (পরীক্ষার ফি এর সাথে বিধি মোতাবেক VAT ও কমিশন যুক্ত হবে। এ ক্ষেত্রে অর্থমন্ত্রণালয়ের প্রবিধি-২ শাখার ৩০ ডিসেম্বর ২০২৪ খ্রিস্টাব্দের ৩৬২ নং প্রজ্ঞাপন অনুসরণ করা হবে।) bbox=[823, 1243, 1504, 1296]
notice-title: নিয়োগ বিজ্ঞপ্তি bbox=[222, 554, 571, 621]
deadline-row bbox=[824, 1643, 1504, 1704]
note-text: শেষ তারিখ ও সময়ের জন্য অপেক্ষা না করে হাতে যথেষ্ট সময় নিয়ে চূড়ান্তভাবে আবেদনপত্র জমাদান করতে পরামর্শ দেয়া যাচ্ছে। bbox=[837, 1810, 1468, 1825]
